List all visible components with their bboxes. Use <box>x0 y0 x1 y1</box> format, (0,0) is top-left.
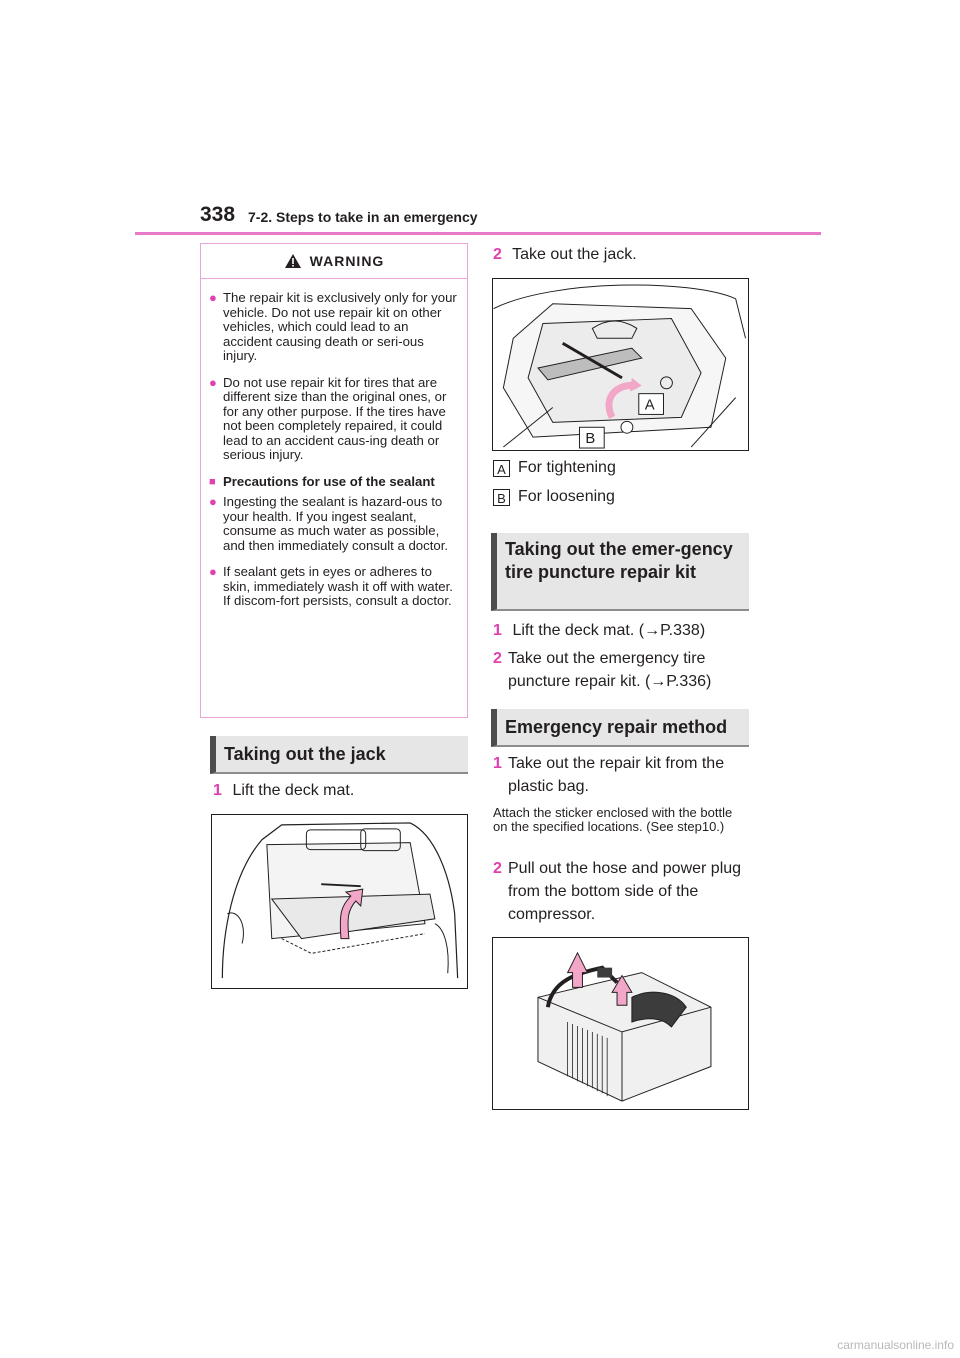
warning-title: WARNING <box>309 253 385 269</box>
car-trunk-drawing <box>212 815 467 988</box>
figure-label-a: A <box>644 397 655 414</box>
legend-key-b: B <box>493 489 510 506</box>
bullet-icon: ● <box>209 494 217 509</box>
square-bullet-icon: ■ <box>209 475 216 488</box>
repair-step-1 <box>493 752 753 798</box>
section-heading-repair: Emergency repair method <box>491 709 749 747</box>
legend-text-b: For loosening <box>518 488 615 505</box>
repair-step-2 <box>493 857 753 926</box>
kit-step-2 <box>493 647 758 693</box>
subheading-text: Precautions for use of the sealant <box>223 473 435 489</box>
warning-triangle-icon <box>284 253 302 269</box>
warning-item <box>209 291 457 364</box>
deck-mat-illustration <box>211 814 468 989</box>
compressor-drawing <box>493 938 748 1109</box>
jack-illustration <box>492 278 749 451</box>
warning-text: Do not use repair kit for tires that are different size than the original ones, or for any other purpose. If the tires have not been completely repaired, it could lead to an accident caus-ing death or serious injury. <box>223 374 447 462</box>
header-divider <box>135 232 821 235</box>
legend-key-a: A <box>493 460 510 477</box>
step-text: Lift the deck mat. <box>232 782 355 799</box>
compressor-illustration <box>492 937 749 1110</box>
legend-b <box>493 488 615 506</box>
jack-storage-drawing <box>493 279 748 450</box>
section-heading-kit: Taking out the emer-gency tire puncture repair kit <box>491 533 749 611</box>
warning-item <box>209 495 457 553</box>
warning-header <box>201 244 467 279</box>
warning-body <box>201 279 467 609</box>
warning-box <box>200 243 468 718</box>
page-number: 338 <box>200 203 236 226</box>
legend-a <box>493 459 616 477</box>
warning-text: If sealant gets in eyes or adheres to skin, immediately wash it off with water. If discom-fort persists, consult a doctor. <box>223 564 453 608</box>
bullet-icon: ● <box>209 290 217 305</box>
step-text: Pull out the hose and power plug from the bottom side of the compressor. <box>508 860 742 923</box>
step-number: 2 <box>493 246 502 263</box>
step-number: 1 <box>213 782 222 799</box>
watermark: carmanualsonline.info <box>837 1338 954 1352</box>
step-number: 1 <box>493 622 502 639</box>
step-text: Take out the emergency tire puncture repair kit. (→P.336) <box>508 650 712 690</box>
warning-text: Ingesting the sealant is hazard-ous to your health. If you ingest sealant, consume as much water as possible, and then immediately consult a doctor. <box>223 494 449 553</box>
kit-step-1 <box>493 619 705 642</box>
section-title: 7-2. Steps to take in an emergency <box>248 209 478 225</box>
bullet-icon: ● <box>209 564 217 579</box>
step-number: 1 <box>493 755 502 772</box>
step-number: 2 <box>493 650 502 667</box>
step-text: Lift the deck mat. (→P.338) <box>512 622 706 639</box>
step-number: 2 <box>493 860 502 877</box>
bullet-icon: ● <box>209 374 217 390</box>
figure-label-b: B <box>585 431 596 448</box>
jack-step-1 <box>213 779 354 802</box>
legend-text-a: For tightening <box>518 459 616 476</box>
section-heading-jack: Taking out the jack <box>210 736 468 774</box>
warning-item <box>209 376 457 463</box>
warning-text: The repair kit is exclusively only for your vehicle. Do not use repair kit on other vehicles, which could lead to an accident causing death or seri-ous injury. <box>223 290 457 363</box>
step-text: Take out the jack. <box>512 246 637 263</box>
jack-step-2 <box>493 243 637 266</box>
repair-note: Attach the sticker enclosed with the bottle on the specified locations. (See step10.) <box>493 805 733 834</box>
warning-item <box>209 565 457 609</box>
step-text: Take out the repair kit from the plastic bag. <box>508 755 725 795</box>
warning-subheading <box>209 475 457 490</box>
